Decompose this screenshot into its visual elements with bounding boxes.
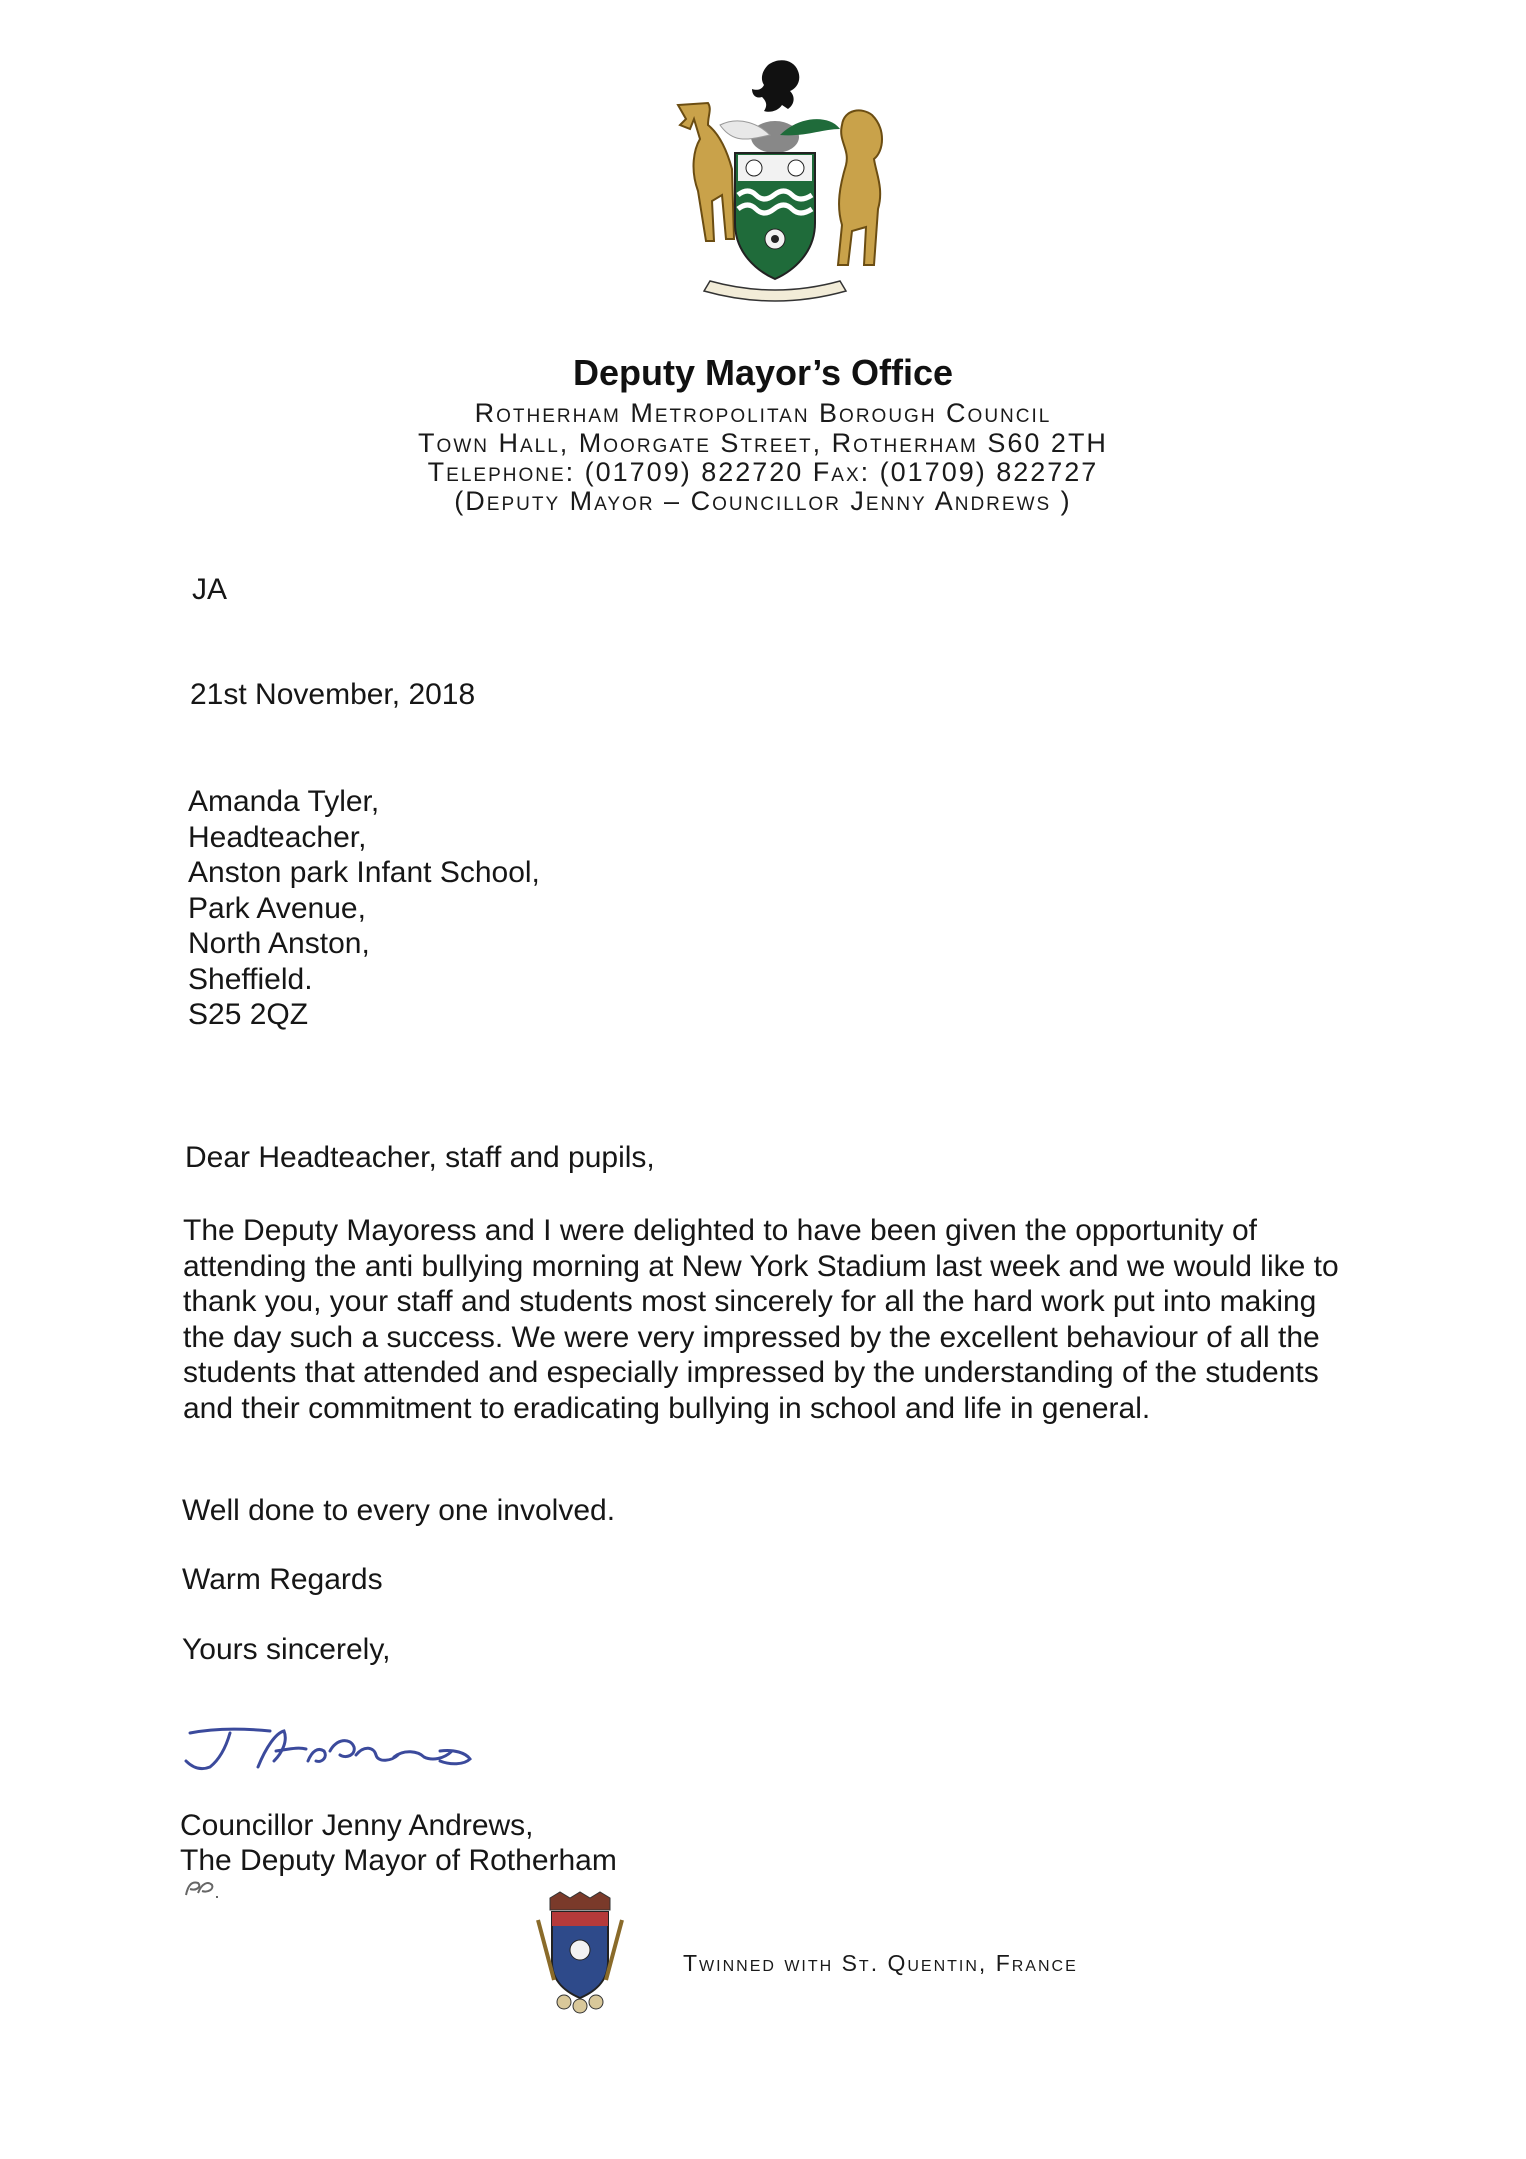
reference-initials: JA [192, 573, 228, 606]
warm-regards: Warm Regards [182, 1563, 383, 1596]
closing-line: Yours sincerely, [182, 1633, 391, 1666]
letter-body-paragraph: The Deputy Mayoress and I were delighted to have been given the opportunity of attending the anti bullying morning at New York Stadium last week and we would like to thank you, your staff and students most sincerely for all the hard work put into making the day such a success. We were very impressed by the excellent behaviour of all the students that attended and especially impressed by the understanding of the students and their commitment to eradicating bullying in school and life in general. [183, 1214, 1339, 1425]
address-line: Sheffield. [188, 962, 313, 996]
salutation: Dear Headteacher, staff and pupils, [185, 1141, 655, 1174]
address-line: Headteacher, [188, 820, 367, 854]
address-line: Anston park Infant School, [188, 856, 540, 889]
pp-initials-mark [182, 1875, 237, 1901]
signatory-title: The Deputy Mayor of Rotherham [180, 1844, 617, 1877]
council-name: Rotherham Metropolitan Borough Council [474, 398, 1052, 428]
letter-date: 21st November, 2018 [190, 678, 476, 711]
twinned-with-line: Twinned with St. Quentin, France [683, 1950, 1078, 1976]
handwritten-signature [180, 1705, 490, 1785]
rotherham-coat-of-arms-icon [650, 55, 900, 305]
council-address: Town Hall, Moorgate Street, Rotherham S60 2TH [418, 428, 1108, 458]
address-line: S25 2QZ [188, 998, 309, 1031]
signatory-name: Councillor Jenny Andrews, [180, 1809, 534, 1842]
address-line: Amanda Tyler, [188, 785, 380, 818]
deputy-mayor-line: (Deputy Mayor – Councillor Jenny Andrews ) [454, 486, 1072, 516]
address-line: Park Avenue, [188, 891, 366, 925]
office-title: Deputy Mayor’s Office [572, 352, 954, 393]
well-done-line: Well done to every one involved. [182, 1494, 616, 1527]
address-line: North Anston, [188, 927, 370, 960]
contact-numbers: Telephone: (01709) 822720 Fax: (01709) 822727 [427, 457, 1099, 487]
recipient-address [188, 784, 540, 1033]
st-quentin-crest-icon [530, 1890, 630, 2015]
